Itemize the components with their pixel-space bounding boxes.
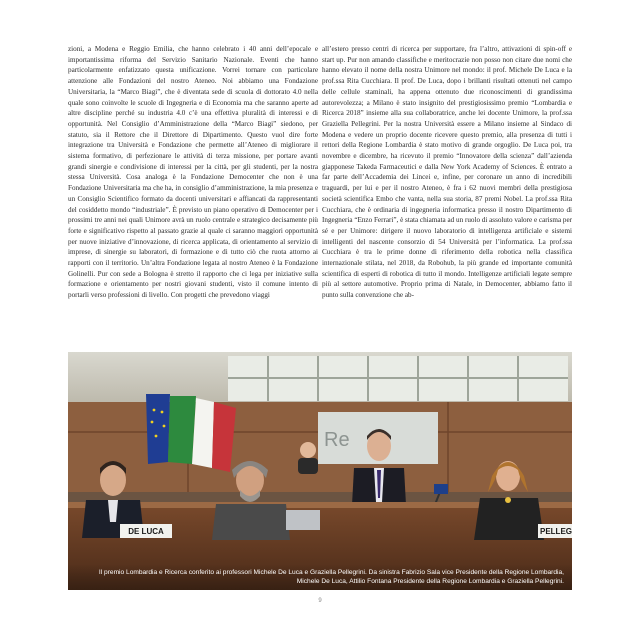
backdrop-text: Re xyxy=(324,429,350,451)
article-column-left xyxy=(68,44,318,301)
photo-illustration xyxy=(68,352,572,590)
nameplate-right-text: PELLEG xyxy=(540,527,572,536)
flags xyxy=(146,394,236,472)
laptop xyxy=(286,510,320,530)
award-ceremony-photo xyxy=(68,352,572,590)
article-text-right: all’estero presso centri di ricerca per supportare, fra l’altro, attivazioni di spin-off e start up. Pur non amando classifiche e meritocrazie non posso non citare due nomi che hanno elevato il nome della nostra Unimore nel mondo: il prof. Michele De Luca e la prof.ssa Rita Cucchiara. Il prof. De Luca, dopo i brillanti risultati ottenuti nel campo delle cellule staminali, ha appena ottenuto due riconoscimenti di grandissima autorevolezza; a Milano è stato insignito del prestigiosissimo premio “Lombardia e Ricerca 2018” insieme alla sua collaboratrice, anche lei docente Unimore, la prof.ssa Graziella Pellegrini. Per la nostra Università essere a Milano insieme al Sindaco di Modena e vedere un proprio docente ricevere questo premio, alla presenza di tutti i rettori della Regione Lombardia è stato motivo di grande orgoglio. De Luca poi, tra novembre e dicembre, ha ricevuto il premio “Innovatore della scienza” dall’azienda giapponese Takeda Farmaceutici e dalla New York Academy of Sciences. È entrato a far parte dell’Accademia dei Lincei e, infine, per coronare un anno di incredibili traguardi, per lui e per il nostro Ateneo, è fra i 62 nuovi membri della prestigiosa società scientifica Embo che vanta, nella sua storia, 87 premi Nobel. La prof.ssa Rita Cucchiara, che è ordinaria di ingegneria informatica presso il nostro Dipartimento di Ingegneria “Enzo Ferrari”, è stata chiamata ad un ruolo di assoluto valore e carisma per sé e per Unimore: dirigere il nuovo laboratorio di intelligenza artificiale e sistemi intelligenti del nascente consorzio di 54 Università per l’informatica. La prof.ssa Cucchiara è tra le prime donne di riferimento della robotica nella classifica internazionale stilata, nel 2018, da Robohub, la più grande ed importante comunità scientifica di esperti di robotica di tutto il mondo. Intelligenze artificiali legate sempre più al settore automotive. Proprio prima di Natale, in Democenter, abbiamo fatto il punto sulla convenzione che ab- xyxy=(322,45,573,300)
article-text-left: zioni, a Modena e Reggio Emilia, che hanno celebrato i 40 anni dell’epocale e importantissima riforma del Servizio Sanitario Nazionale. Eventi che hanno particolarmente enfatizzato questa unificazione. Vorrei tornare con particolare attenzione alle Fondazioni del nostro Ateneo. Noi abbiamo una Fondazione Universitaria, la “Marco Biagi”, che è diventata sede di scuola di dottorato 4.0 nella quale sono coinvolte le scuole di Ingegneria e di Economia ma che saranno aperte ad altre discipline perché su industria 4.0 c’è una effettiva pluralità di interessi e di opportunità. Nel Consiglio d’Amministrazione della “Marco Biagi” siedono, per statuto, sia il Rettore che il Direttore di Dipartimento. Questo vuol dire forte integrazione tra Università e Fondazione che permette all’Ateneo di migliorare il sistema formativo, di perfezionare le attività di terza missione, per portare avanti grandi sinergie e condivisione di interessi per la città, per gli studenti, per la nostra stessa Università. Cosa analoga è la Fondazione Democenter che non è una Fondazione Universitaria ma che ha, in consiglio d’amministrazione, la mia presenza e un Consiglio Scientifico formato da docenti universitari e affiancati da rappresentanti del cosiddetto mondo “industriale”. È previsto un piano operativo di Democenter per i prossimi tre anni nei quali Unimore avrà un ruolo centrale e strategico decisamente più forte e significativo rispetto al passato grazie al quale ci saranno maggiori opportunità per nuove iniziative d’innovazione, di ricerca applicata, di orientamento al servizio di imprese, di sinergie su laboratori, di formazione e di tutto ciò che ruota attorno ai rapporti con il territorio. Un’altra Fondazione legata al nostro Ateneo è la Fondazione Golinelli. Pur con sede a Bologna è stretto il rapporto che ci lega per iniziative sulla formazione e orientamento per nostri giovani studenti, visto il comune intento di portarli verso professioni di livello. Con progetti che prevedono viaggi xyxy=(68,45,318,300)
nameplate-left-text: DE LUCA xyxy=(128,527,164,536)
article-column-right xyxy=(322,44,572,301)
page-number: 9 xyxy=(318,598,322,604)
photo-caption: Il premio Lombardia e Ricerca conferito ai professori Michele De Luca e Graziella Pellegrini. Da sinistra Fabrizio Sala vice Presidente della Regione Lombardia, Michele De Luca, Attilio Fontana Presidente della Regione Lombardia e Graziella Pellegrini. xyxy=(68,564,572,590)
